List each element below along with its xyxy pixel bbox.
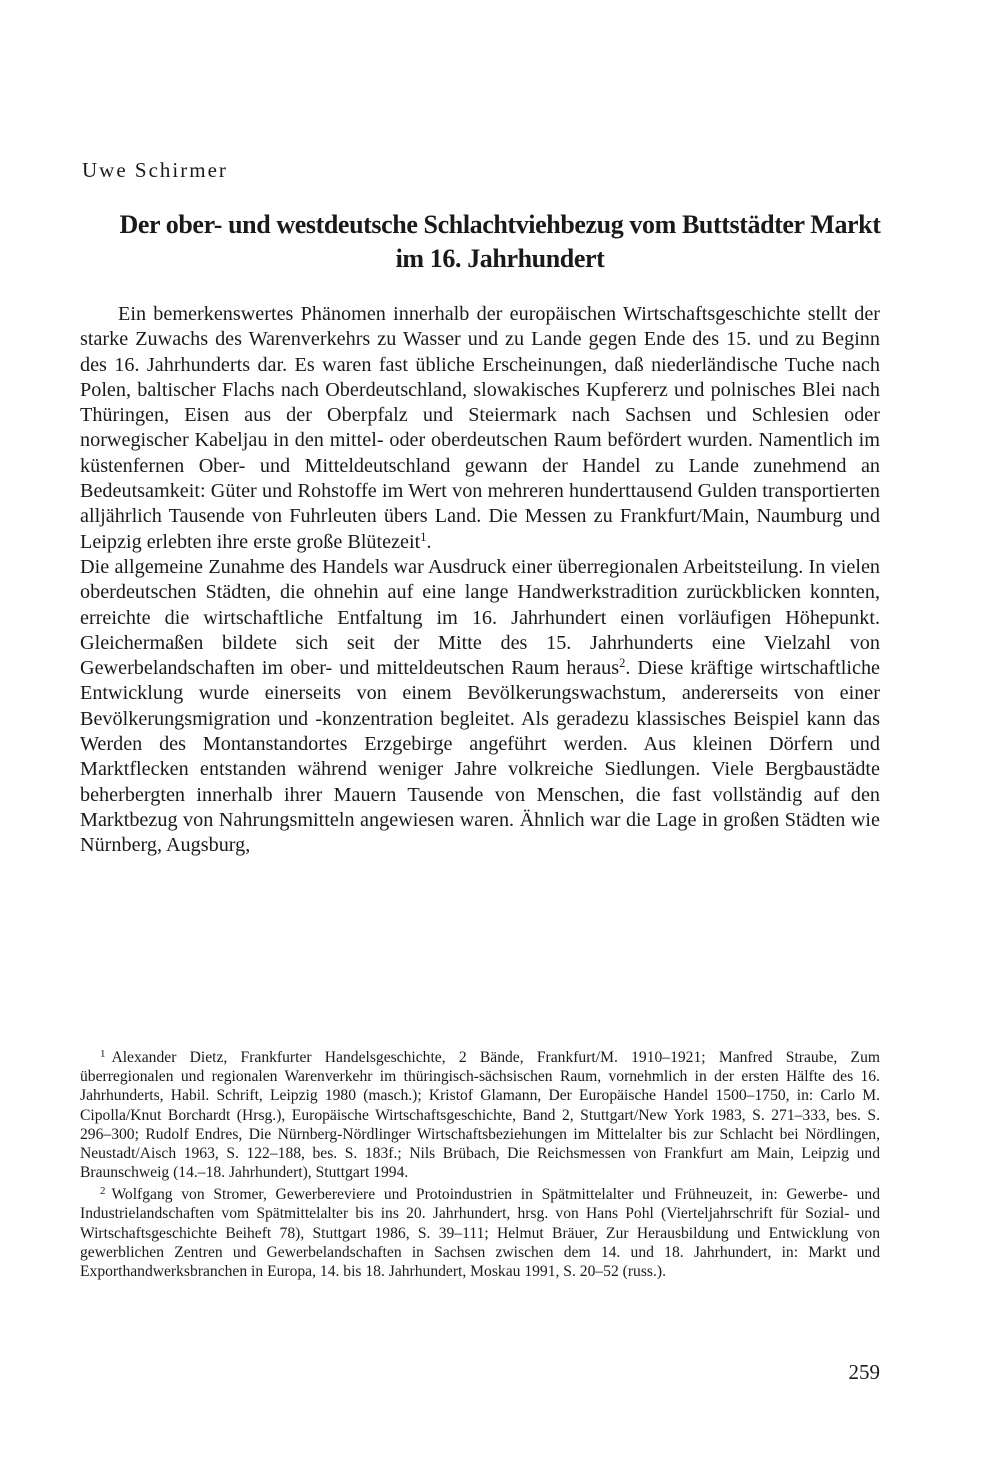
footnote-2 [80, 1182, 880, 1281]
body-text [80, 302, 880, 859]
footnote-1-number: 1 [100, 1048, 106, 1060]
footnote-ref-2: 2 [619, 656, 626, 671]
author-name: Uwe Schirmer [82, 158, 228, 182]
footnote-1-text: Alexander Dietz, Frankfurter Handelsgeschichte, 2 Bände, Frankfurt/M. 1910–1921; Manfred Straube, Zum überregionalen und regionalen Warenverkehr im thüringisch-sächsischen Raum, vornehmlich in der ersten Hälfte des 16. Jahrhunderts, Habil. Schrift, Leipzig 1980 (masch.); Kristof Glamann, Der Europäische Handel 1500–1750, in: Carlo M. Cipolla/Knut Borchardt (Hrsg.), Europäische Wirtschaftsgeschichte, Band 2, Stuttgart/New York 1983, S. 271–333, bes. S. 296–300; Rudolf Endres, Die Nürnberg-Nördlinger Wirtschaftsbeziehungen im Mittelalter bis zur Schlacht bei Nördlingen, Neustadt/Aisch 1963, S. 122–188, bes. S. 183f.; Nils Brübach, Die Reichsmessen von Frankfurt am Main, Leipzig und Braunschweig (14.–18. Jahrhundert), Stuttgart 1994. [80, 1048, 880, 1182]
footnote-ref-1: 1 [420, 529, 427, 544]
footnote-1 [80, 1045, 880, 1182]
article-title [70, 208, 930, 276]
paragraph-2-text-b: . Diese kräftige wirtschaftliche Entwicklung wurde einerseits von einem Bevölkerungswachstum, andererseits von einer Bevölkerungsmigration und -konzentration begleitet. Als geradezu klassisches Beispiel kann das Werden des Montanstandortes Erzgebirge angeführt werden. Aus kleinen Dörfern und Marktflecken entstanden während weniger Jahre volkreiche Siedlungen. Viele Bergbaustädte beherbergten innerhalb ihrer Mauern Tausende von Menschen, die fast vollständig auf den Marktbezug von Nahrungsmitteln angewiesen waren. Ähnlich war die Lage in großen Städten wie Nürnberg, Augsburg, [80, 657, 880, 857]
paragraph-1-end: . [426, 530, 432, 553]
page-number: 259 [848, 1360, 880, 1384]
paragraph-1-text: Ein bemerkenswertes Phänomen innerhalb der europäischen Wirtschaftsgeschichte stellt der starke Zuwachs des Warenverkehrs zu Wasser und zu Lande gegen Ende des 15. und zu Beginn des 16. Jahrhunderts dar. Es waren fast übliche Erscheinungen, daß niederländische Tuche nach Polen, baltischer Flachs nach Oberdeutschland, slowakisches Kupfererz und polnisches Blei nach Thüringen, Eisen aus der Oberpfalz und Steiermark nach Sachsen und Schlesien oder norwegischer Kabeljau in den mittel- oder oberdeutschen Raum befördert wurden. Namentlich im küstenfernen Ober- und Mitteldeutschland gewann der Handel zu Lande zunehmend an Bedeutsamkeit: Güter und Rohstoffe im Wert von mehreren hunderttausend Gulden transportierten alljährlich Tausende von Fuhrleuten übers Land. Die Messen zu Frankfurt/Main, Naumburg und Leipzig erlebten ihre erste große Blütezeit [80, 303, 880, 553]
footnote-2-text: Wolfgang von Stromer, Gewerbereviere und Protoindustrien in Spätmittelalter und Frühneuzeit, in: Gewerbe- und Industrielandschaften vom Spätmittelalter bis ins 20. Jahrhundert, hrsg. von Hans Pohl (Vierteljahrschrift für Sozial- und Wirtschaftsgeschichte Beiheft 78), Stuttgart 1986, S. 39–111; Helmut Bräuer, Zur Herausbildung und Entwicklung von gewerblichen Zentren und Gewerbelandschaften in Sachsen zwischen dem 14. und 18. Jahrhundert, in: Markt und Exporthandwerksbranchen in Europa, 14. bis 18. Jahrhundert, Moskau 1991, S. 20–52 (russ.). [80, 1186, 880, 1281]
title-line-1: Der ober- und westdeutsche Schlachtviehbezug vom Buttstädter Markt [119, 210, 881, 239]
footnote-2-number: 2 [100, 1185, 106, 1198]
paragraph-2-text-a: Die allgemeine Zunahme des Handels war Ausdruck einer überregionalen Arbeitsteilung. In vielen oberdeutschen Städten, die ohnehin auf eine lange Handwerkstradition zurückblicken konnten, erreichte die wirtschaftliche Entfaltung im 16. Jahrhundert einen vorläufigen Höhepunkt. Gleichermaßen bildete sich seit der Mitte des 15. Jahrhunderts eine Vielzahl von Gewerbelandschaften im ober- und mitteldeutschen Raum heraus [80, 555, 880, 680]
paragraph-1 [80, 302, 880, 555]
paragraph-2 [80, 555, 880, 859]
title-line-2: im 16. Jahrhundert [395, 244, 605, 273]
footnotes [80, 1045, 880, 1281]
